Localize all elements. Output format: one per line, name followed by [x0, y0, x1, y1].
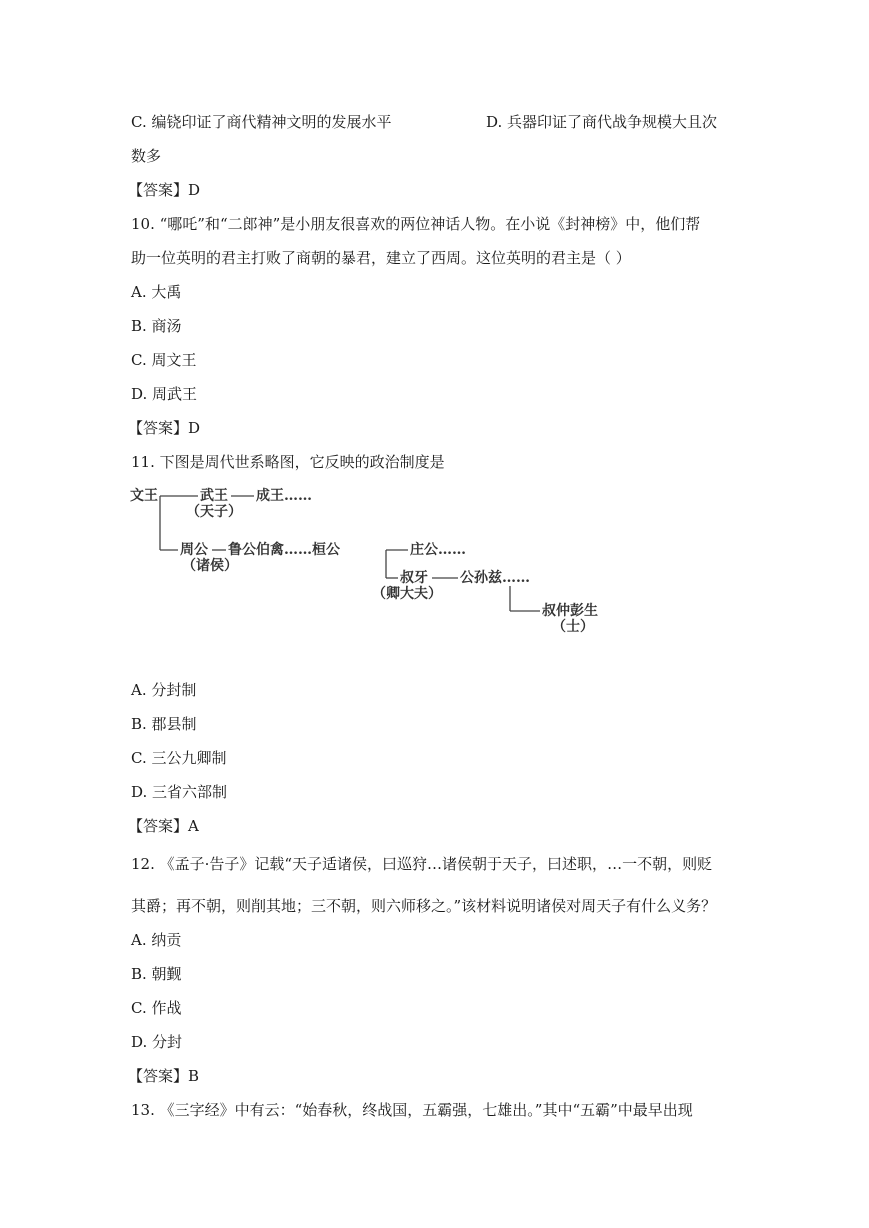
- node-wenwang: 文王: [130, 488, 158, 504]
- q12-stem-line1: 12. 《孟子·告子》记载“天子适诸侯，曰巡狩…诸侯朝于天子，曰述职，…一不朝，则贬: [131, 855, 713, 873]
- node-gongsunci: 公孙兹……: [460, 570, 530, 586]
- q10-stem-line2: 助一位英明的君主打败了商朝的暴君，建立了西周。这位英明的君主是（ ）: [131, 249, 631, 267]
- q11-answer: 【答案】A: [128, 817, 199, 835]
- q12-option-b: B. 朝觐: [131, 965, 182, 983]
- q11-option-d: D. 三省六部制: [131, 783, 228, 801]
- q9-option-d: D. 兵器印证了商代战争规模大且次: [486, 113, 718, 131]
- q10-answer: 【答案】D: [128, 419, 201, 437]
- q12-option-c: C. 作战: [131, 999, 182, 1017]
- q9-answer: 【答案】D: [128, 181, 201, 199]
- q9-option-d-continued: 数多: [131, 147, 162, 165]
- q10-option-c: C. 周文王: [131, 351, 197, 369]
- q11-option-b: B. 郡县制: [131, 715, 197, 733]
- node-zhuhou-label: （诸侯）: [182, 558, 238, 574]
- node-shi-label: （士）: [552, 619, 594, 635]
- node-wuwang: 武王: [200, 488, 228, 504]
- node-tianzi-label: （天子）: [186, 504, 242, 520]
- q11-option-a: A. 分封制: [131, 681, 197, 699]
- q10-option-d: D. 周武王: [131, 385, 198, 403]
- node-lugong-huangong: 鲁公伯禽……桓公: [228, 542, 340, 558]
- zhou-lineage-diagram: [128, 486, 618, 636]
- q10-option-a: A. 大禹: [131, 283, 182, 301]
- q13-stem-line1: 13. 《三字经》中有云：“始春秋，终战国，五霸强，七雄出。”其中“五霸”中最早出现: [131, 1101, 693, 1119]
- q12-answer: 【答案】B: [128, 1067, 200, 1085]
- node-zhuanggong: 庄公……: [410, 542, 466, 558]
- node-shuya: 叔牙: [400, 570, 428, 586]
- node-shuzhong: 叔仲彭生: [542, 603, 598, 619]
- q11-option-c: C. 三公九卿制: [131, 749, 227, 767]
- node-chengwang: 成王……: [256, 488, 312, 504]
- q9-option-c: C. 编铙印证了商代精神文明的发展水平: [131, 113, 392, 131]
- q11-stem: 11. 下图是周代世系略图，它反映的政治制度是: [131, 453, 445, 471]
- node-qingdafu-label: （卿大夫）: [372, 586, 442, 602]
- q12-option-a: A. 纳贡: [131, 931, 182, 949]
- q12-stem-line2: 其爵；再不朝，则削其地；三不朝，则六师移之。”该材料说明诸侯对周天子有什么义务？: [131, 897, 717, 915]
- q12-option-d: D. 分封: [131, 1033, 183, 1051]
- q10-option-b: B. 商汤: [131, 317, 182, 335]
- q10-stem-line1: 10. “哪吒”和“二郎神”是小朋友很喜欢的两位神话人物。在小说《封神榜》中，他们帮: [131, 215, 701, 233]
- node-zhougong: 周公: [180, 542, 208, 558]
